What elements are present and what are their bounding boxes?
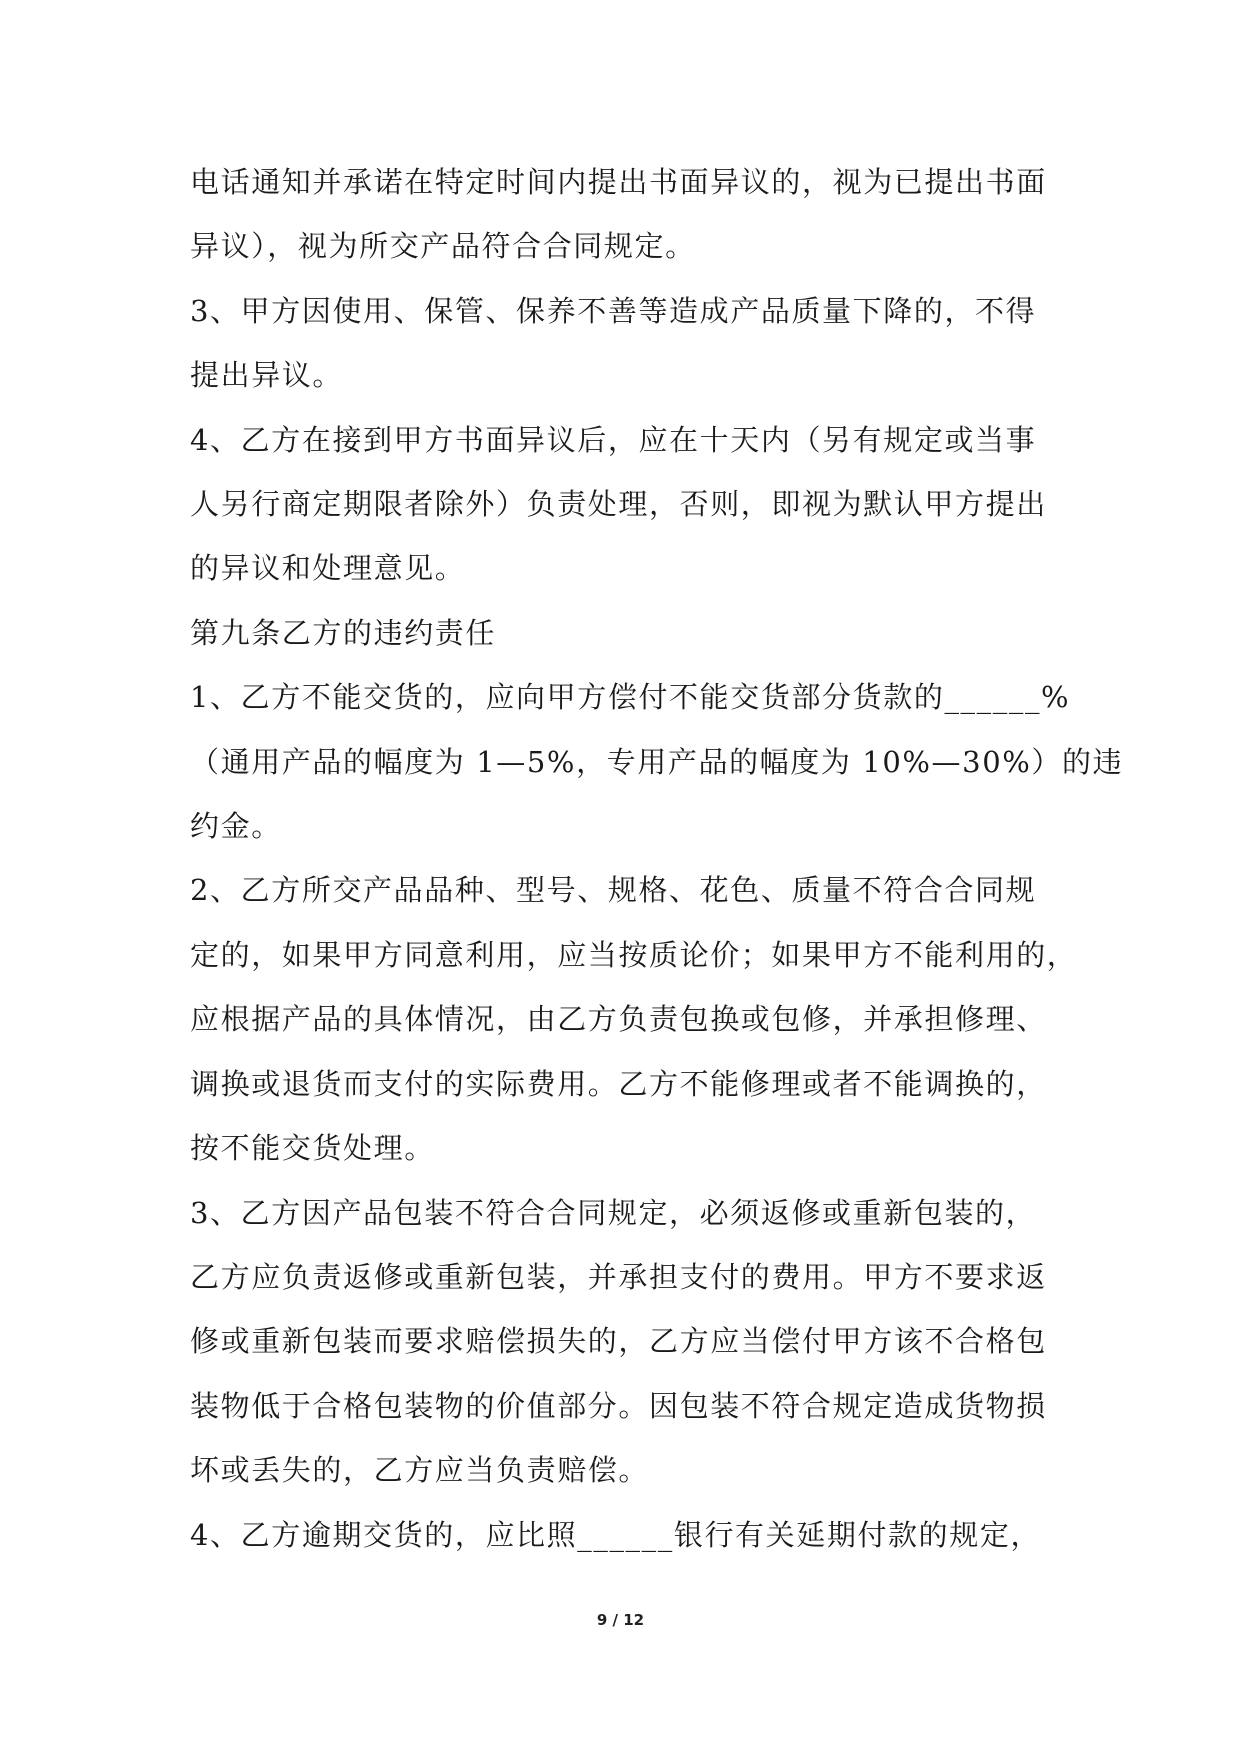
section-heading: 第九条乙方的违约责任 bbox=[190, 616, 497, 650]
text-line: 提出异议。 bbox=[190, 358, 344, 392]
text-line: （通用产品的幅度为 1—5%，专用产品的幅度为 10%—30%）的违 bbox=[190, 745, 1124, 779]
text-line: 修或重新包装而要求赔偿损失的，乙方应当偿付甲方该不合格包 bbox=[190, 1324, 1047, 1358]
text-line: 3、乙方因产品包装不符合合同规定，必须返修或重新包装的， bbox=[190, 1196, 1037, 1230]
text-line: 调换或退货而支付的实际费用。乙方不能修理或者不能调换的， bbox=[190, 1067, 1047, 1101]
text-line: 1、乙方不能交货的，应向甲方偿付不能交货部分货款的______% bbox=[190, 680, 1071, 714]
text-line: 异议），视为所交产品符合合同规定。 bbox=[190, 229, 696, 263]
text-line: 定的，如果甲方同意利用，应当按质论价；如果甲方不能利用的， bbox=[190, 938, 1078, 972]
text-line: 3、甲方因使用、保管、保养不善等造成产品质量下降的，不得 bbox=[190, 294, 1037, 328]
text-line: 坏或丢失的，乙方应当负责赔偿。 bbox=[190, 1453, 650, 1487]
page-number: 9 / 12 bbox=[596, 1611, 645, 1629]
text-line: 4、乙方在接到甲方书面异议后，应在十天内（另有规定或当事 bbox=[190, 423, 1037, 457]
text-line: 电话通知并承诺在特定时间内提出书面异议的，视为已提出书面 bbox=[190, 165, 1047, 199]
text-line: 按不能交货处理。 bbox=[190, 1131, 435, 1165]
text-line: 4、乙方逾期交货的，应比照______银行有关延期付款的规定， bbox=[190, 1518, 1042, 1552]
text-line: 2、乙方所交产品品种、型号、规格、花色、质量不符合合同规 bbox=[190, 873, 1037, 907]
text-line: 的异议和处理意见。 bbox=[190, 551, 466, 585]
text-line: 乙方应负责返修或重新包装，并承担支付的费用。甲方不要求返 bbox=[190, 1260, 1047, 1294]
text-line: 约金。 bbox=[190, 809, 282, 843]
text-line: 装物低于合格包装物的价值部分。因包装不符合规定造成货物损 bbox=[190, 1389, 1047, 1423]
text-line: 应根据产品的具体情况，由乙方负责包换或包修，并承担修理、 bbox=[190, 1002, 1047, 1036]
text-line: 人另行商定期限者除外）负责处理，否则，即视为默认甲方提出 bbox=[190, 487, 1047, 521]
